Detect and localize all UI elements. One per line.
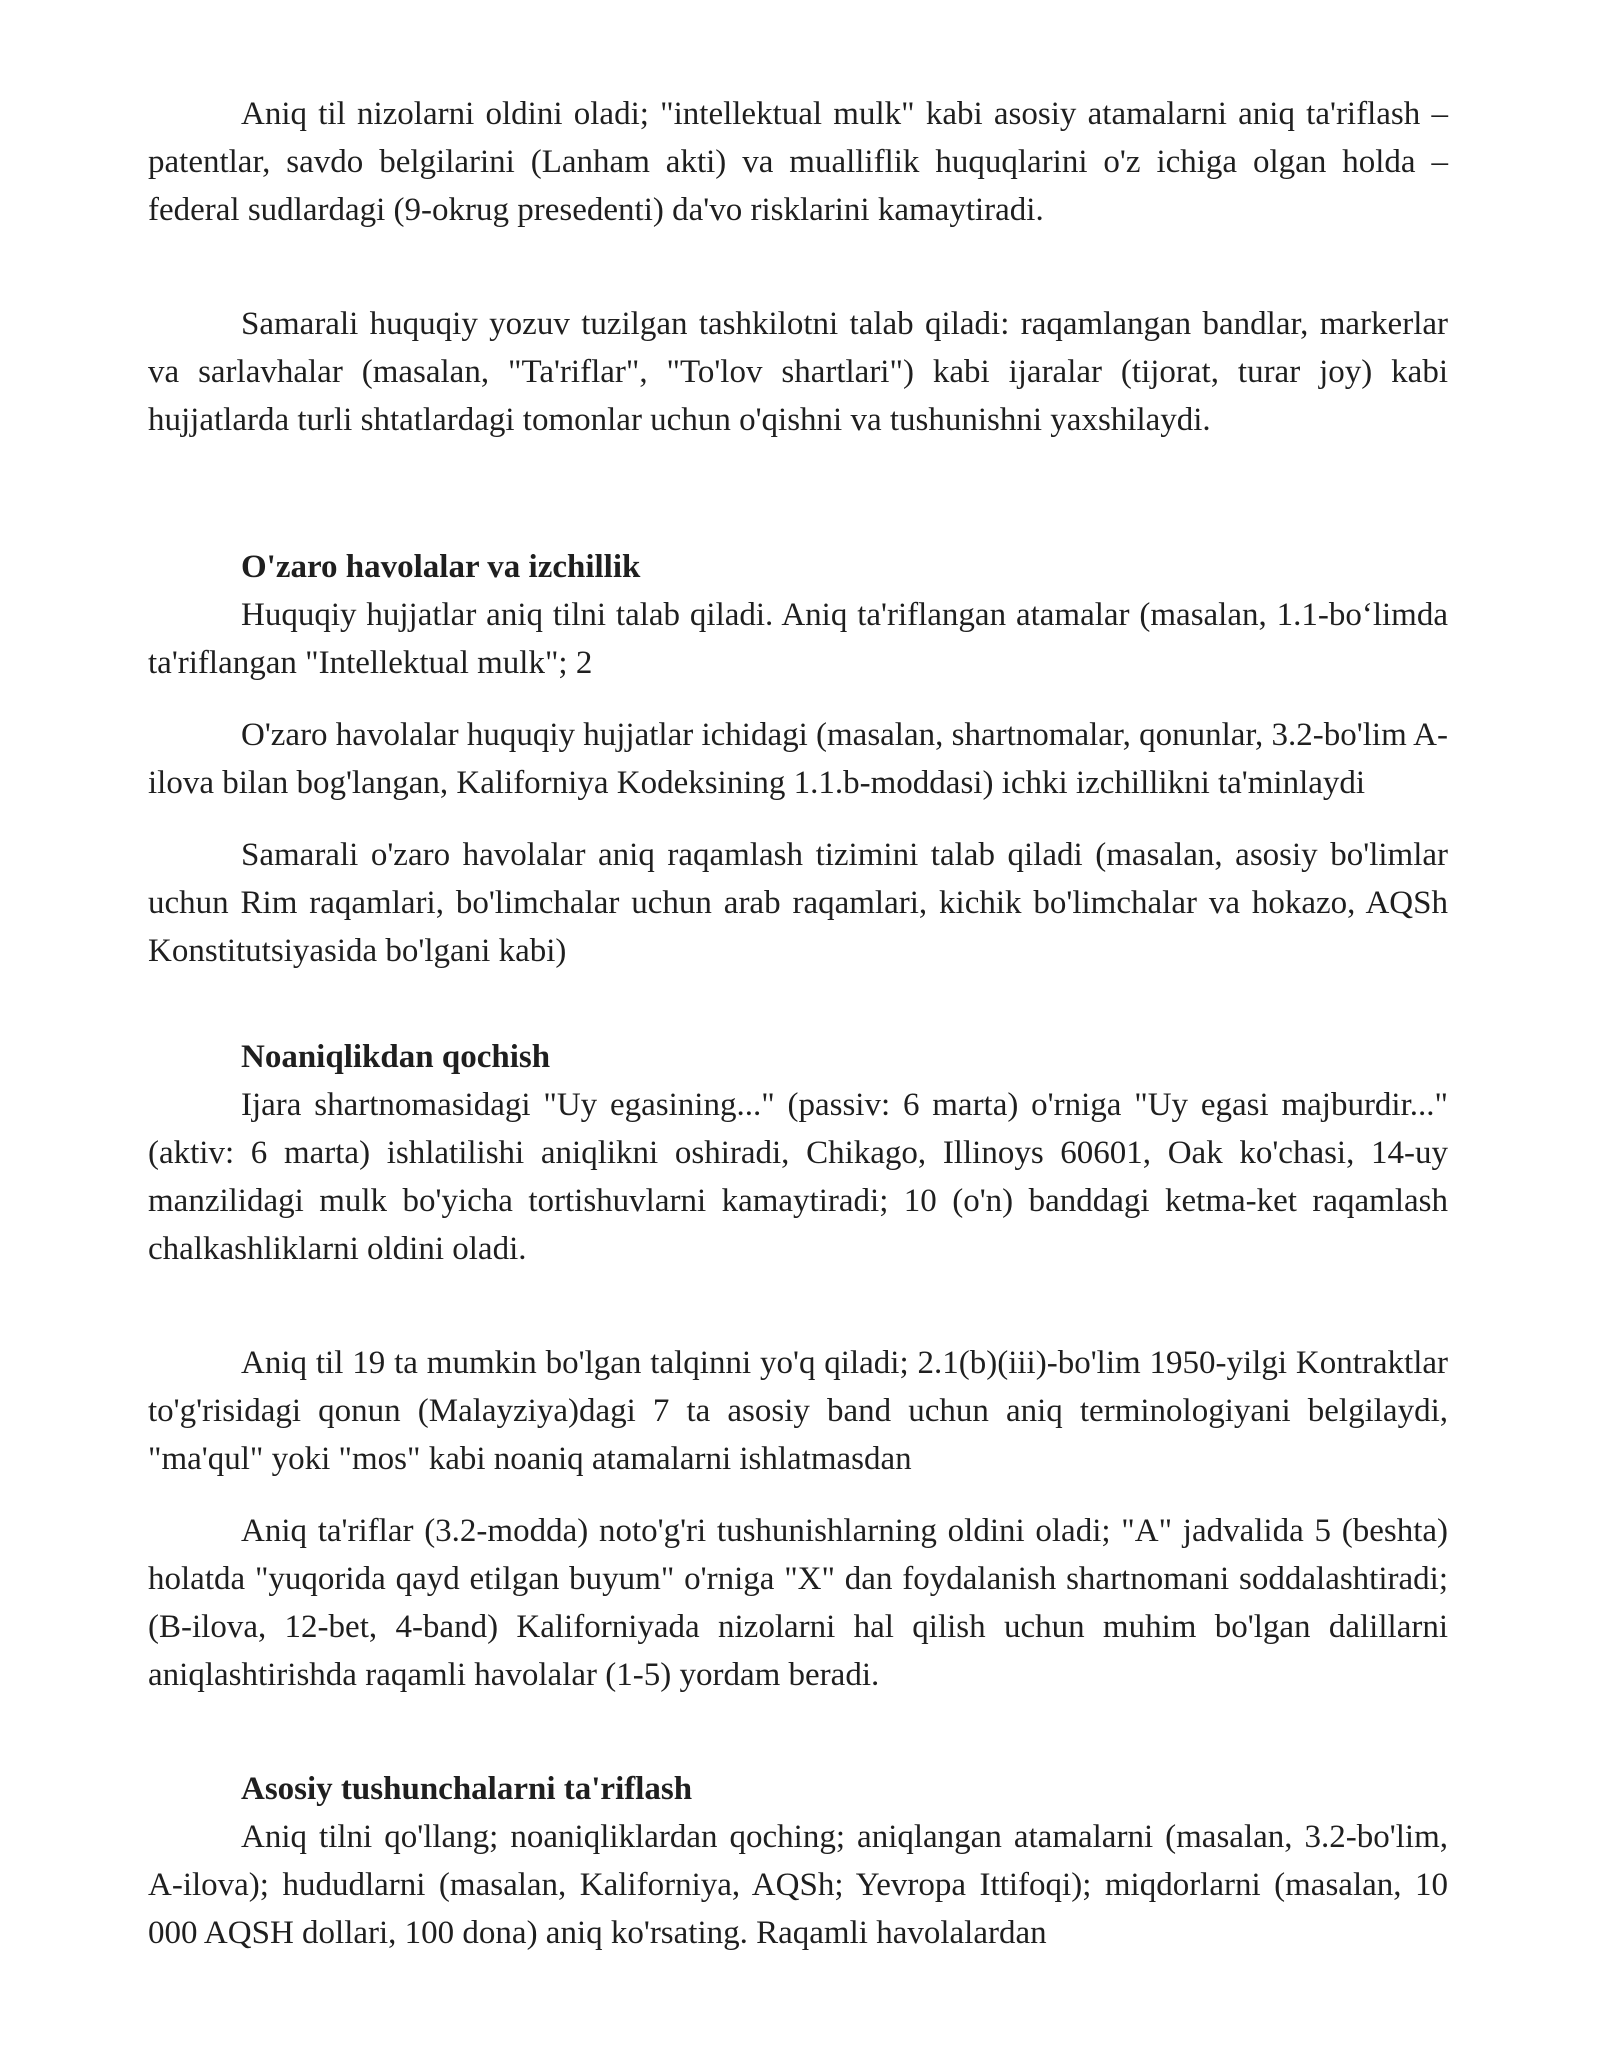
body-paragraph: Samarali o'zaro havolalar aniq raqamlash tizimini talab qiladi (masalan, asosiy bo'limlar uchun Rim raqamlari, bo'limchalar uchun arab raqamlari, kichik bo'limchalar va hokazo, AQSh Konstitutsiyasida bo'lgani kabi) (148, 837, 1448, 969)
body-paragraph: Aniq ta'riflar (3.2-modda) noto'g'ri tushunishlarning oldini oladi; "A" jadvalida 5 (beshta) holatda "yuqorida qayd etilgan buyum" o'rniga "X" dan foydalanish shartnomani soddalashtiradi; (B-ilova, 12-bet, 4-band) Kaliforniyada nizolarni hal qilish uchun muhim bo'lgan dalillarni aniqlashtirishda raqamli havolalar (1-5) yordam beradi. (148, 1513, 1448, 1693)
body-paragraph: Ijara shartnomasidagi "Uy egasining..." (passiv: 6 marta) o'rniga "Uy egasi majburdir..." (aktiv: 6 marta) ishlatilishi aniqlikni oshiradi, Chikago, Illinoys 60601, Oak ko'chasi, 14-uy manzilidagi mulk bo'yicha tortishuvlarni kamaytiradi; 10 (o'n) banddagi ketma-ket raqamlash chalkashliklarni oldini oladi. (148, 1087, 1448, 1267)
section-heading: Noaniqlikdan qochish (241, 1039, 551, 1075)
document-page (148, 90, 1448, 1957)
body-paragraph: Aniq til 19 ta mumkin bo'lgan talqinni yo'q qiladi; 2.1(b)(iii)-bo'lim 1950-yilgi Kontraktlar to'g'risidagi qonun (Malayziya)dagi 7 ta asosiy band uchun aniq terminologiyani belgilaydi, "ma'qul" yoki "mos" kabi noaniq atamalarni ishlatmasdan (148, 1345, 1448, 1477)
body-paragraph: Aniq tilni qo'llang; noaniqliklardan qoching; aniqlangan atamalarni (masalan, 3.2-bo'lim, A-ilova); hududlarni (masalan, Kaliforniya, AQSh; Yevropa Ittifoqi); miqdorlarni (masalan, 10 000 AQSH dollari, 100 dona) aniq ko'rsating. Raqamli havolalardan (148, 1819, 1448, 1951)
body-paragraph: Huquqiy hujjatlar aniq tilni talab qiladi. Aniq ta'riflangan atamalar (masalan, 1.1-bo‘limda ta'riflangan "Intellektual mulk"; 2 (148, 597, 1448, 681)
body-paragraph: Samarali huquqiy yozuv tuzilgan tashkilotni talab qiladi: raqamlangan bandlar, markerlar va sarlavhalar (masalan, "Ta'riflar", "To'lov shartlari") kabi ijaralar (tijorat, turar joy) kabi hujjatlarda turli shtatlardagi tomonlar uchun o'qishni va tushunishni yaxshilaydi. (148, 306, 1448, 438)
section-heading: O'zaro havolalar va izchillik (241, 549, 641, 585)
body-paragraph: O'zaro havolalar huquqiy hujjatlar ichidagi (masalan, shartnomalar, qonunlar, 3.2-bo'lim A-ilova bilan bog'langan, Kaliforniya Kodeksining 1.1.b-moddasi) ichki izchillikni ta'minlaydi (148, 717, 1448, 801)
section-heading: Asosiy tushunchalarni ta'riflash (241, 1771, 693, 1807)
body-paragraph: Aniq til nizolarni oldini oladi; "intellektual mulk" kabi asosiy atamalarni aniq ta'riflash – patentlar, savdo belgilarini (Lanham akti) va mualliflik huquqlarini o'z ichiga olgan holda – federal sudlardagi (9-okrug presedenti) da'vo risklarini kamaytiradi. (148, 96, 1448, 228)
